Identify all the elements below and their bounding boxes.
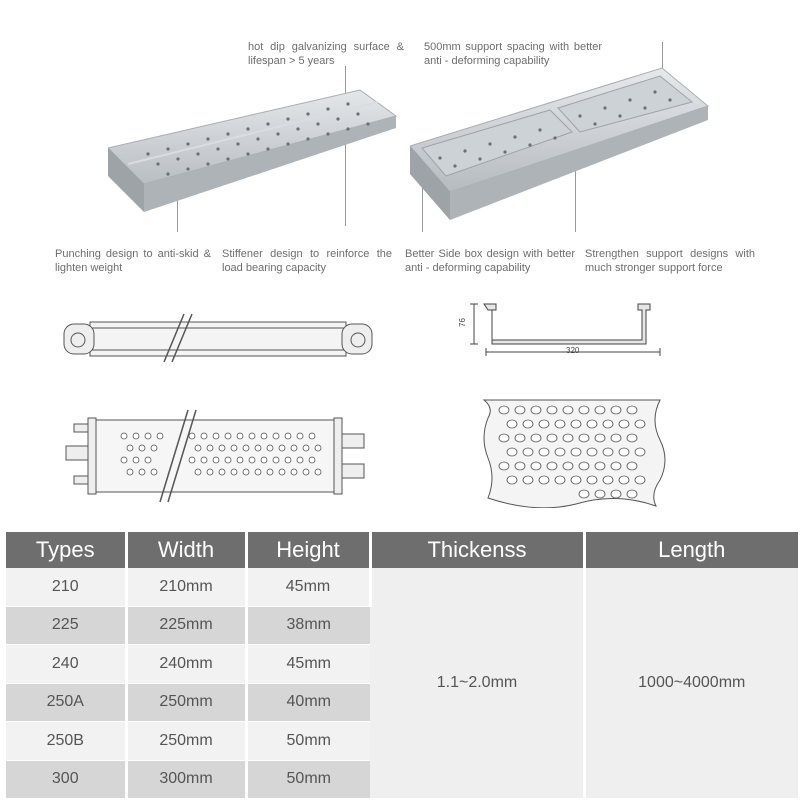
section-width-dimension: 320 — [566, 346, 580, 355]
cross-section-drawing — [457, 296, 680, 366]
cell-type: 300 — [6, 760, 126, 799]
cell-type: 225 — [6, 606, 126, 645]
callout-punching: Punching design to anti-skid & lighten weight — [55, 248, 211, 274]
cell-type: 250B — [6, 722, 126, 761]
cell-height: 50mm — [246, 760, 370, 799]
header-height: Height — [246, 532, 370, 568]
cell-width: 250mm — [126, 683, 246, 722]
callout-stiffener: Stiffener design to reinforce the load bearing capacity — [222, 248, 392, 274]
header-length: Length — [584, 532, 798, 568]
cell-width: 210mm — [126, 568, 246, 606]
cell-type: 210 — [6, 568, 126, 606]
top-view-drawing — [62, 408, 374, 504]
callout-support-spacing: 500mm support spacing with better anti - deforming capability — [424, 41, 602, 67]
spec-table — [6, 532, 798, 799]
table-header-row — [6, 532, 798, 568]
header-width: Width — [126, 532, 246, 568]
header-types: Types — [6, 532, 126, 568]
header-thickness: Thickenss — [370, 532, 584, 568]
cell-type: 240 — [6, 645, 126, 684]
cell-height: 38mm — [246, 606, 370, 645]
perforation-detail-drawing — [480, 398, 676, 508]
plank-photo-right — [410, 66, 710, 226]
cell-height: 50mm — [246, 722, 370, 761]
table-row — [6, 568, 798, 606]
cell-width: 240mm — [126, 645, 246, 684]
section-height-dimension: 76 — [457, 318, 467, 327]
callout-side-box: Better Side box design with better anti - deforming capability — [405, 248, 575, 274]
cell-height: 40mm — [246, 683, 370, 722]
cell-width: 300mm — [126, 760, 246, 799]
side-view-drawing — [60, 310, 376, 370]
cell-height: 45mm — [246, 568, 370, 606]
cell-height: 45mm — [246, 645, 370, 684]
cell-width: 250mm — [126, 722, 246, 761]
callout-strengthen: Strengthen support designs with much stronger support force — [585, 248, 755, 274]
plank-photo-left — [108, 88, 398, 218]
cell-type: 250A — [6, 683, 126, 722]
cell-thickness: 1.1~2.0mm — [370, 568, 584, 799]
callout-galvanizing: hot dip galvanizing surface & lifespan > 5 years — [248, 41, 404, 67]
cell-length: 1000~4000mm — [584, 568, 798, 799]
cell-width: 225mm — [126, 606, 246, 645]
